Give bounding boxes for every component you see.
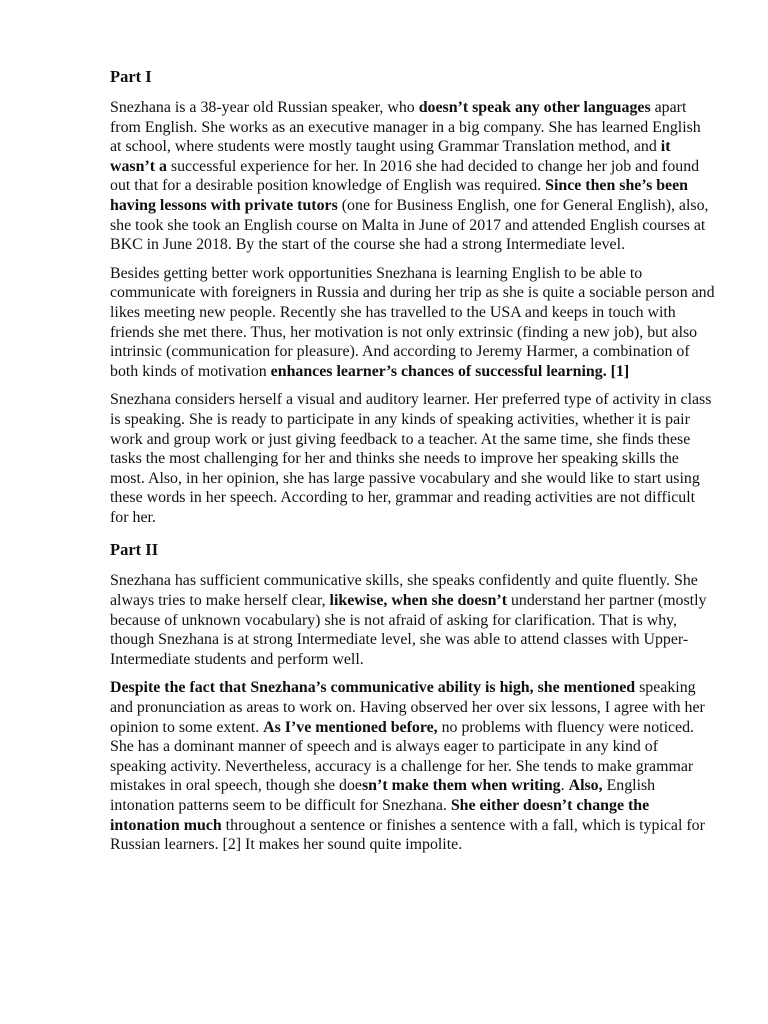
bold-text-run: enhances learner’s chances of successful learning. [1] <box>270 362 630 380</box>
text-run: throughout a sentence or finishes a sentence with a fall, which is typical for Russian learners. [2] It makes her sound quite impolite. <box>110 816 705 854</box>
bold-text-run: sn’t make them when writing <box>362 777 561 795</box>
part-1-paragraph-1 <box>110 98 716 255</box>
text-run: speaking and pronunciation as areas to work on. Having observed her over six lessons, I agree with her opinion to some extent. <box>110 679 705 736</box>
text-run: no problems with fluency were noticed. She has a dominant manner of speech and is always eager to participate in any kind of speaking activity. Nevertheless, accuracy is a challenge for her. She tends to make grammar mistakes in oral speech, though she doe <box>110 718 695 795</box>
text-run: English intonation patterns seem to be difficult for Snezhana. <box>110 777 656 814</box>
part-2-paragraph-2 <box>110 678 716 854</box>
bold-text-run: She either doesn’t change the intonation much <box>110 797 650 834</box>
text-run: apart from English. She works as an executive manager in a big company. She has learned English at school, where students were mostly taught using Grammar Translation method, and <box>110 99 701 156</box>
bold-text-run: it wasn’t a <box>110 138 671 175</box>
text-run: . <box>560 777 569 795</box>
text-run: Snezhana considers herself a visual and auditory learner. Her preferred type of activity in class is speaking. She is ready to participate in any kinds of speaking activities, whether it is pair work and group work or just giving feedback to a teacher. At the same time, she finds these tasks the most challenging for her and thinks she needs to improve her speaking skills the most. Also, in her opinion, she has large passive vocabulary and she would like to start using these words in her speech. According to her, grammar and reading activities are not difficult for her. <box>110 391 712 526</box>
bold-text-run: doesn’t speak any other languages <box>418 99 651 116</box>
text-run: Snezhana has sufficient communicative skills, she speaks confidently and quite fluently. She always tries to make herself clear, <box>110 572 698 610</box>
bold-text-run: Despite the fact that Snezhana’s communicative ability is high, she mentioned <box>110 679 636 697</box>
bold-text-run: As I’ve mentioned before, <box>263 718 438 736</box>
part-1-paragraph-3 <box>110 390 716 527</box>
text-run: understand her partner (mostly because of unknown vocabulary) she is not afraid of asking for clarification. That is why, though Snezhana is at strong Intermediate level, she was able to attend classes with Upper-Intermediate students and perform well. <box>110 592 707 668</box>
text-run: (one for Business English, one for General English), also, she took she took an English course on Malta in June of 2017 and attended English courses at BKC in June 2018. By the start of the course she had a strong Intermediate level. <box>110 196 709 254</box>
bold-text-run: Also, <box>568 777 603 795</box>
bold-text-run: likewise, when she doesn’t <box>329 592 507 610</box>
text-run: Snezhana is a 38-year old Russian speaker, who <box>110 99 419 116</box>
part-1-heading: Part I <box>110 67 152 86</box>
document-page <box>110 66 716 864</box>
part-2-paragraph-1 <box>110 571 716 669</box>
part-2-heading: Part II <box>110 540 159 560</box>
part-1-paragraph-2 <box>110 264 716 382</box>
text-run: Besides getting better work opportunities Snezhana is learning English to be able to communicate with foreigners in Russia and during her trip as she is quite a sociable person and likes meeting new people. Recently she has travelled to the USA and keeps in touch with friends she met there. Thus, her motivation is not only extrinsic (finding a new job), but also intrinsic (communication for pleasure). And according to Jeremy Harmer, a combination of both kinds of motivation <box>110 264 715 380</box>
bold-text-run: Since then she’s been having lessons with private tutors <box>110 177 689 214</box>
text-run: successful experience for her. In 2016 she had decided to change her job and found out that for a desirable position knowledge of English was required. <box>110 157 700 195</box>
